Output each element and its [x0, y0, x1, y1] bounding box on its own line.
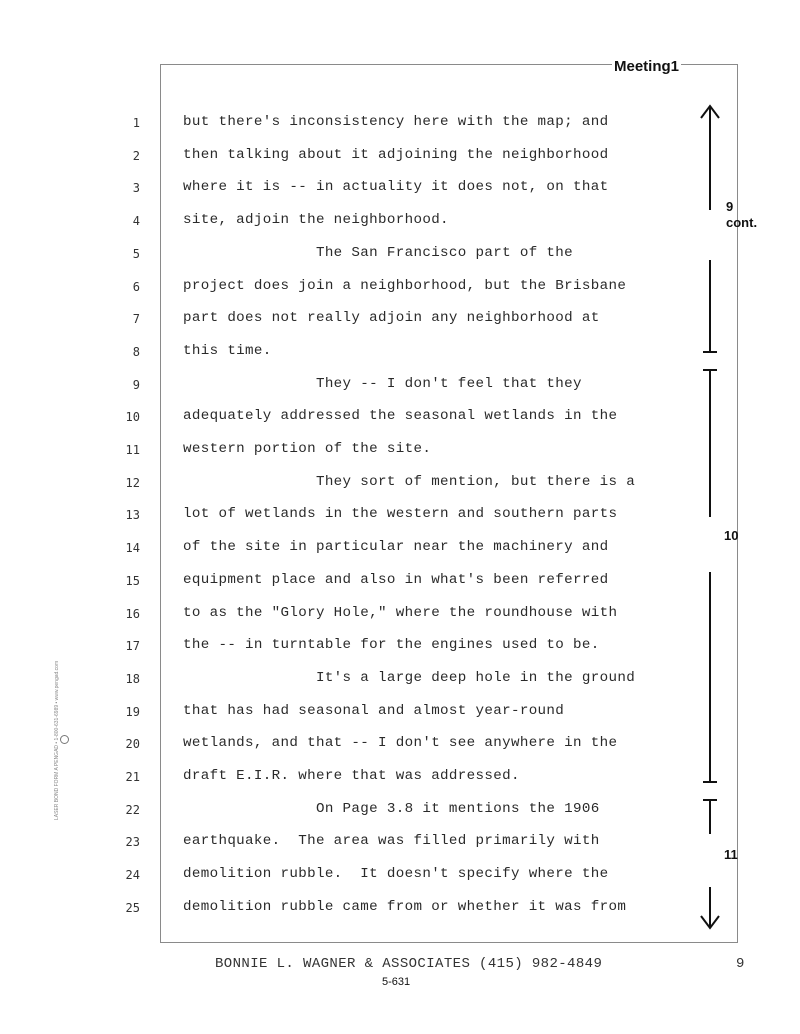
- transcript-line: [0, 272, 800, 305]
- line-number: 6: [132, 279, 140, 294]
- pengad-logo-icon: [60, 735, 69, 744]
- line-text: of the site in particular near the machinery and: [183, 539, 609, 556]
- line-text: project does join a neighborhood, but the Brisbane: [183, 277, 627, 294]
- line-text: part does not really adjoin any neighborhood at: [183, 310, 600, 327]
- transcript-line: [0, 141, 800, 174]
- line-text: where it is -- in actuality it does not, on that: [183, 179, 609, 196]
- margin-form-text: LASER BOND FORM A PENGAD • 1-800-631-6989 • www.pengad.com: [54, 660, 60, 820]
- line-number: 24: [125, 868, 140, 883]
- line-text: They -- I don't feel that they: [183, 375, 582, 392]
- line-number: 12: [125, 475, 140, 490]
- line-number: 13: [125, 508, 140, 523]
- transcript-line: [0, 500, 800, 533]
- transcript-line: [0, 304, 800, 337]
- line-number: 16: [125, 606, 140, 621]
- line-text: equipment place and also in what's been referred: [183, 571, 609, 588]
- line-text: this time.: [183, 342, 272, 359]
- line-text: It's a large deep hole in the ground: [183, 669, 636, 686]
- transcript-line: [0, 239, 800, 272]
- line-text: then talking about it adjoining the neighborhood: [183, 146, 609, 163]
- transcript-line: [0, 533, 800, 566]
- document-code: 5-631: [382, 976, 411, 988]
- line-number: 9: [132, 377, 140, 392]
- line-number: 5: [132, 246, 140, 261]
- line-number: 1: [132, 116, 140, 130]
- line-text: site, adjoin the neighborhood.: [183, 212, 449, 229]
- line-number: 22: [125, 802, 140, 817]
- line-number: 4: [132, 214, 140, 229]
- transcript-line: [0, 337, 800, 370]
- line-text: On Page 3.8 it mentions the 1906: [183, 800, 600, 817]
- transcript-line: [0, 402, 800, 435]
- line-text: draft E.I.R. where that was addressed.: [183, 768, 520, 784]
- line-number: 10: [125, 410, 140, 425]
- line-number: 2: [132, 148, 140, 163]
- transcript-line: [0, 664, 800, 697]
- meeting-label: Meeting1: [614, 58, 680, 75]
- page-number: 9: [736, 956, 745, 972]
- line-text: The San Francisco part of the: [183, 244, 574, 261]
- line-number: 25: [125, 900, 140, 915]
- transcript-line: [0, 729, 800, 762]
- transcript-line: [0, 435, 800, 468]
- reporter-footer: BONNIE L. WAGNER & ASSOCIATES (415) 982-4849: [215, 956, 603, 972]
- line-text: They sort of mention, but there is a: [183, 473, 636, 490]
- line-number: 17: [125, 639, 140, 654]
- line-text: wetlands, and that -- I don't see anywhere in the: [183, 735, 618, 752]
- line-text: adequately addressed the seasonal wetlands in the: [183, 408, 618, 425]
- transcript-line: [0, 370, 800, 403]
- line-text: but there's inconsistency here with the map; and: [183, 114, 609, 130]
- arrow-up-icon: [698, 100, 722, 360]
- line-number: 21: [125, 770, 140, 784]
- line-text: demolition rubble came from or whether it was from: [183, 898, 627, 915]
- line-number: 3: [132, 181, 140, 196]
- transcript-line: [0, 468, 800, 501]
- line-number: 7: [132, 312, 140, 327]
- line-text: to as the "Glory Hole," where the roundhouse with: [183, 604, 618, 621]
- line-number: 8: [132, 344, 140, 359]
- transcript-line: [0, 599, 800, 632]
- transcript-line: [0, 762, 800, 795]
- transcript-line: [0, 108, 800, 141]
- transcript-line: [0, 566, 800, 599]
- comment-11-label: 11: [724, 847, 738, 862]
- line-number: 19: [125, 704, 140, 719]
- comment-10-label: 10: [724, 528, 739, 543]
- line-number: 15: [125, 573, 140, 588]
- transcript-line: [0, 827, 800, 860]
- line-text: the -- in turntable for the engines used to be.: [183, 637, 600, 654]
- bracket-10-icon: [698, 362, 722, 792]
- comment-9-cont-label: cont.: [726, 215, 758, 230]
- line-text: lot of wetlands in the western and southern parts: [183, 506, 618, 523]
- transcript-line: [0, 206, 800, 239]
- transcript-line: [0, 631, 800, 664]
- transcript-line: [0, 893, 800, 926]
- line-text: western portion of the site.: [183, 441, 432, 457]
- line-text: demolition rubble. It doesn't specify where the: [183, 866, 609, 883]
- line-text: that has had seasonal and almost year-round: [183, 702, 565, 719]
- line-number: 14: [125, 541, 140, 556]
- transcript-line: [0, 697, 800, 730]
- arrow-down-icon: [698, 792, 722, 938]
- transcript-line: [0, 860, 800, 893]
- transcript-line: [0, 173, 800, 206]
- line-number: 23: [125, 835, 140, 850]
- line-number: 11: [125, 443, 140, 457]
- transcript-line: [0, 795, 800, 828]
- line-number: 18: [125, 671, 140, 686]
- comment-9-label: 9: [726, 199, 734, 214]
- line-number: 20: [125, 737, 140, 752]
- line-text: earthquake. The area was filled primarily with: [183, 833, 600, 850]
